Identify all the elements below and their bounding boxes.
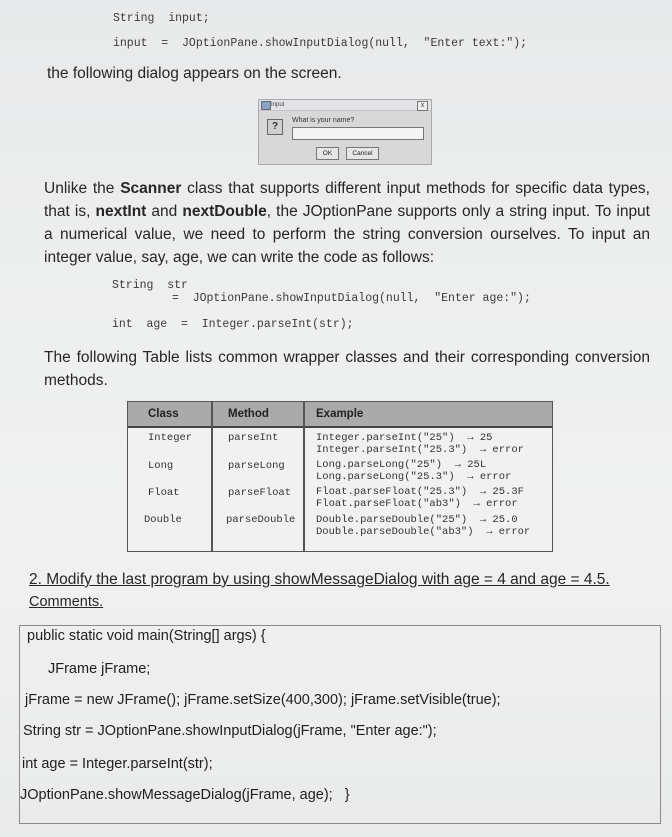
row-long-method: parseLong	[228, 460, 285, 472]
row-double-example-2: Double.parseDouble("ab3") → error	[316, 526, 531, 538]
row-long-class: Long	[148, 460, 174, 472]
task-heading: 2. Modify the last program by using showMessageDialog with age = 4 and age = 4.5.	[29, 571, 610, 588]
row-long-example-2: Long.parseLong("25.3") → error	[316, 471, 512, 483]
row-integer-method: parseInt	[228, 432, 279, 444]
row-float-class: Float	[148, 487, 180, 499]
row-double-example-1: Double.parseDouble("25") → 25.0	[316, 514, 518, 526]
answer-line-jframe-decl: JFrame jFrame;	[48, 661, 151, 677]
dialog-title: Input	[271, 102, 285, 108]
text-run: class that supports different input methods for specific data types, that is,	[44, 180, 650, 220]
header-example: Example	[316, 408, 364, 420]
input-dialog-figure	[258, 99, 432, 165]
paragraph-wrapper-classes: The following Table lists common wrapper classes and their corresponding conversion methods.	[44, 349, 650, 389]
bold-scanner: Scanner	[120, 180, 182, 197]
close-icon: x	[417, 101, 428, 111]
cancel-button: Cancel	[346, 147, 379, 160]
code-line-parse-int: int age = Integer.parseInt(str);	[112, 318, 354, 331]
ok-button: OK	[316, 147, 339, 160]
answer-line-jframe-init: jFrame = new JFrame(); jFrame.setSize(400,300); jFrame.setVisible(true);	[25, 692, 501, 708]
row-integer-example-2: Integer.parseInt("25.3") → error	[316, 444, 524, 456]
bold-nextint: nextInt	[95, 203, 147, 220]
bold-nextdouble: nextDouble	[182, 203, 267, 220]
code-line-show-input-age: = JOptionPane.showInputDialog(null, "Enter age:");	[172, 292, 531, 305]
answer-line-parse-int: int age = Integer.parseInt(str);	[22, 756, 213, 772]
comments-label: Comments.	[29, 594, 104, 610]
row-long-example-1: Long.parseLong("25") → 25L	[316, 459, 487, 471]
code-line-declare-input: String input;	[113, 12, 210, 25]
row-integer-class: Integer	[148, 432, 193, 444]
answer-line-main: public static void main(String[] args) {	[27, 628, 266, 644]
header-method: Method	[228, 408, 269, 420]
row-double-class: Double	[144, 514, 182, 526]
answer-code-box	[19, 625, 661, 824]
text-run: , the JOptionPane supports only a string input. To input a numerical value, we need to perform the string conversion ourselves. To input an integer value, say, age, we can write the code as follows:	[44, 203, 650, 266]
question-icon: ?	[267, 119, 283, 135]
dialog-titlebar	[259, 100, 431, 111]
code-line-string-str: String str	[112, 279, 188, 292]
code-line-show-input-dialog: input = JOptionPane.showInputDialog(null, "Enter text:");	[113, 37, 528, 50]
header-class: Class	[148, 408, 179, 420]
row-float-method: parseFloat	[228, 487, 292, 499]
text-run: Unlike the	[44, 180, 121, 197]
wrapper-class-table	[127, 401, 553, 552]
row-float-example-2: Float.parseFloat("ab3") → error	[316, 498, 518, 510]
text-run: and	[146, 203, 183, 220]
row-float-example-1: Float.parseFloat("25.3") → 25.3F	[316, 486, 524, 498]
intro-text: the following dialog appears on the screen.	[47, 65, 342, 82]
dialog-text-field	[292, 127, 424, 140]
dialog-prompt: What is your name?	[292, 117, 355, 124]
answer-line-input-dialog: String str = JOptionPane.showInputDialog(jFrame, "Enter age:");	[23, 723, 437, 739]
row-integer-example-1: Integer.parseInt("25") → 25	[316, 432, 493, 444]
window-icon	[261, 101, 271, 110]
answer-line-message-dialog: JOptionPane.showMessageDialog(jFrame, age); }	[20, 787, 350, 803]
row-double-method: parseDouble	[226, 514, 296, 526]
paragraph-joptionpane	[44, 177, 650, 269]
